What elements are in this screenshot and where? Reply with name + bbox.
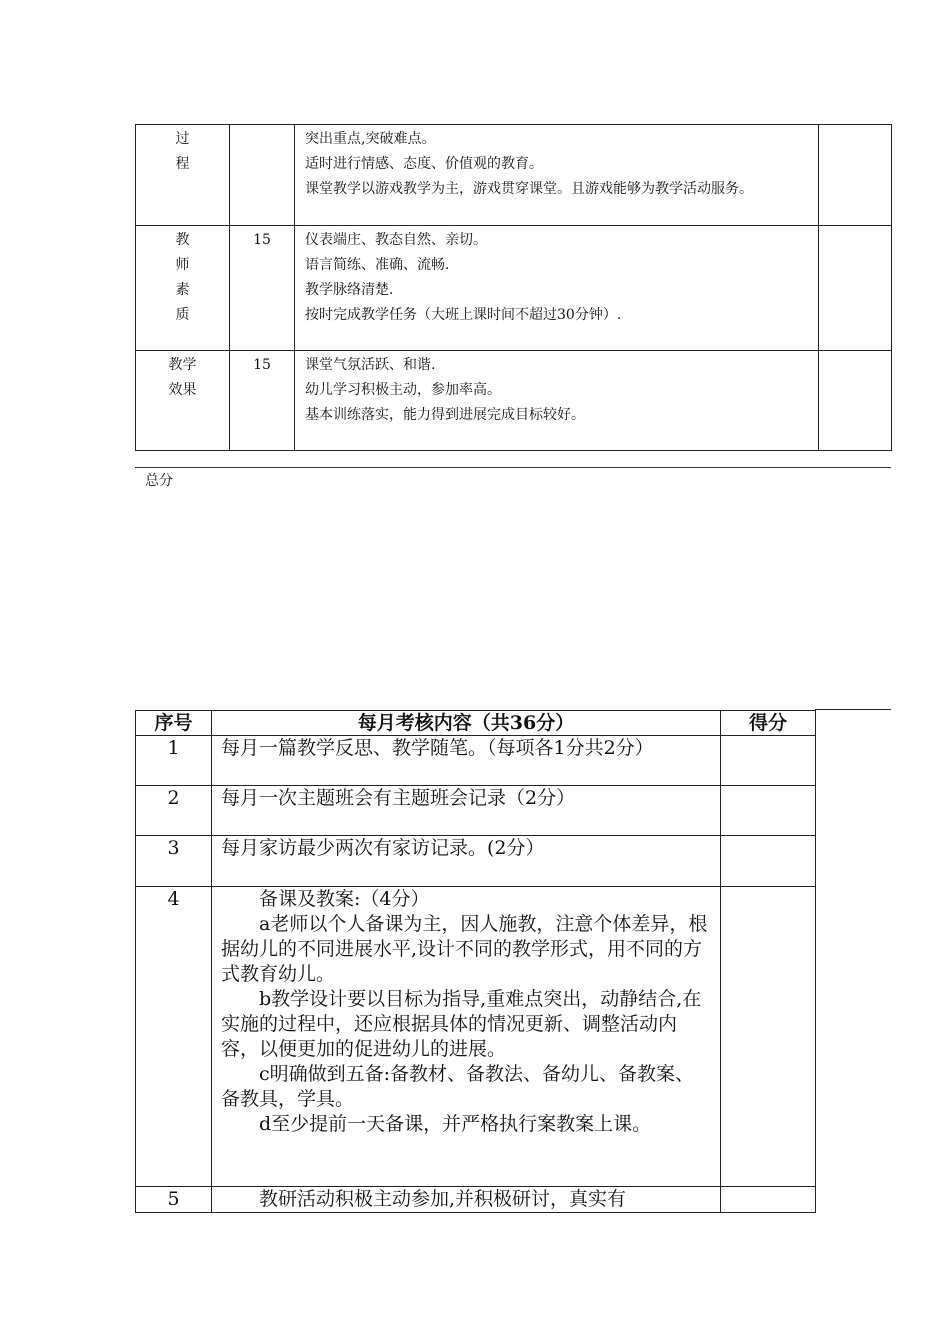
score-cell: 15 <box>230 226 295 351</box>
table-row <box>136 226 892 351</box>
monthly-assessment-table <box>135 710 816 1213</box>
criteria-cell: 突出重点,突破难点。 适时进行情感、态度、价值观的教育。 课堂教学以游戏教学为主，游戏贯穿课堂。且游戏能够为教学活动服务。 <box>295 125 819 226</box>
row-score <box>721 1187 816 1213</box>
divider <box>815 709 891 710</box>
table-header-row <box>136 711 816 736</box>
category-cell: 教学 效果 <box>136 351 230 451</box>
header-score: 得分 <box>721 711 816 736</box>
table-row <box>136 125 892 226</box>
table-row <box>136 736 816 786</box>
row-content: 每月一篇教学反思、教学随笔。（每项各1分共2分） <box>212 736 721 786</box>
row-score <box>721 887 816 1187</box>
table-row <box>136 836 816 887</box>
header-no: 序号 <box>136 711 212 736</box>
row-score <box>721 786 816 836</box>
score-cell: 15 <box>230 351 295 451</box>
row-score <box>721 836 816 887</box>
row-content: 教研活动积极主动参加,并积极研讨，真实有 <box>212 1187 721 1213</box>
category-cell: 过 程 <box>136 125 230 226</box>
row-number: 5 <box>136 1187 212 1213</box>
total-score-label: 总分 <box>145 473 173 489</box>
points-cell <box>819 125 892 226</box>
table-row <box>136 1187 816 1213</box>
score-cell <box>230 125 295 226</box>
points-cell <box>819 351 892 451</box>
row-number: 2 <box>136 786 212 836</box>
row-content: 每月一次主题班会有主题班会记录（2分） <box>212 786 721 836</box>
row-number: 1 <box>136 736 212 786</box>
table-row <box>136 887 816 1187</box>
table-row <box>136 351 892 451</box>
category-cell: 教 师 素 质 <box>136 226 230 351</box>
row-score <box>721 736 816 786</box>
points-cell <box>819 226 892 351</box>
divider <box>135 467 891 468</box>
header-content: 每月考核内容（共36分） <box>212 711 721 736</box>
row-number: 3 <box>136 836 212 887</box>
criteria-cell: 课堂气氛活跃、和谐. 幼儿学习积极主动，参加率高。 基本训练落实，能力得到进展完成目标较好。 <box>295 351 819 451</box>
table-row <box>136 786 816 836</box>
row-number: 4 <box>136 887 212 1187</box>
criteria-cell: 仪表端庄、教态自然、亲切。 语言简练、准确、流畅. 教学脉络清楚. 按时完成教学任务（大班上课时间不超过30分钟）. <box>295 226 819 351</box>
row-content: 每月家访最少两次有家访记录。(2分） <box>212 836 721 887</box>
row-content: 备课及教案:（4分） a老师以个人备课为主，因人施教，注意个体差异，根据幼儿的不同进展水平,设计不同的教学形式，用不同的方式教育幼儿。 b教学设计要以目标为指导,重难点突出，动静结合,在实施的过程中，还应根据具体的情况更新、调整活动内容，以便更加的促进幼儿的进展。 c明确做到五备:备教材、备教法、备幼儿、备教案、备教具，学具。 d至少提前一天备课，并严格执行案教案上课。 <box>212 887 721 1187</box>
evaluation-table <box>135 124 892 451</box>
